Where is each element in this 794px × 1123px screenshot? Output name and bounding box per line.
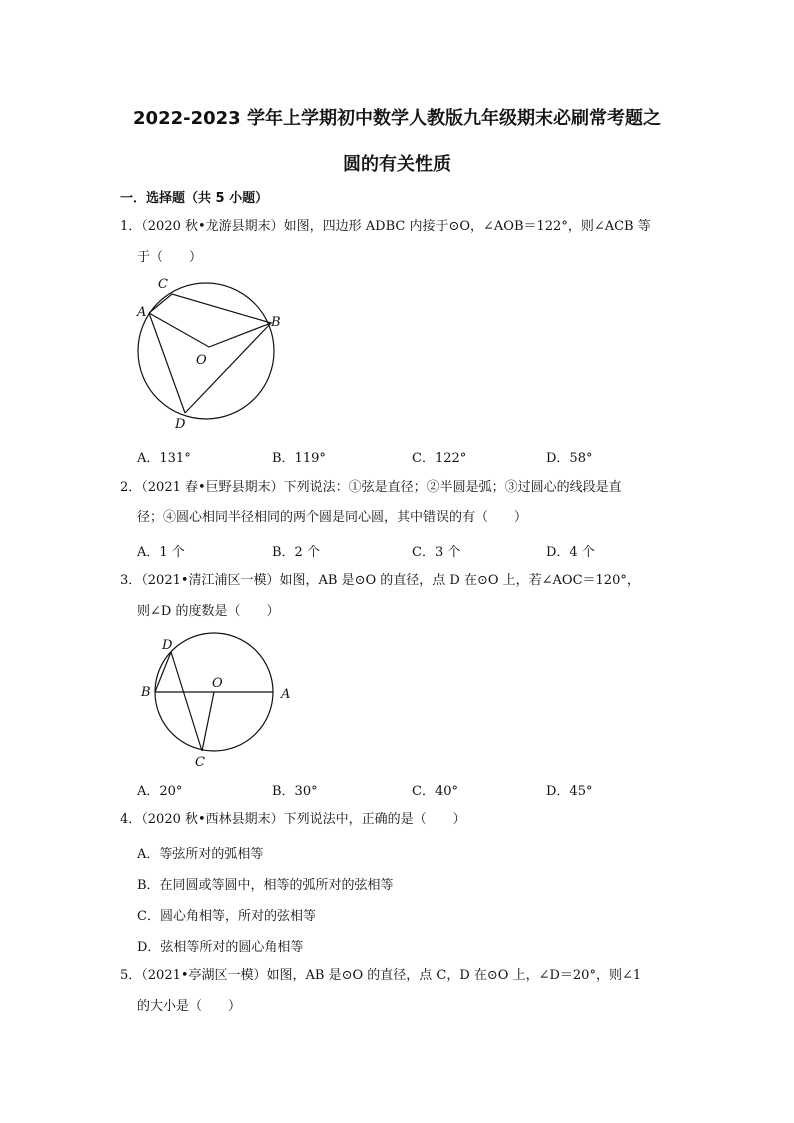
q4-option-b[interactable]: B．在同圆或等圆中，相等的弧所对的弦相等 xyxy=(137,878,394,893)
q1-option-a[interactable]: A．131° xyxy=(137,451,191,466)
point-label-c: C xyxy=(195,755,205,770)
page-title-line-2: 圆的有关性质 xyxy=(343,154,451,175)
point-label-o: O xyxy=(212,676,223,691)
page-title-line-1: 2022-2023 学年上学期初中数学人教版九年级期末必刷常考题之 xyxy=(133,108,661,129)
point-label-o: O xyxy=(196,353,207,368)
question-3-line-2: 则∠D 的度数是（ ） xyxy=(137,604,280,619)
q4-option-a[interactable]: A．等弦所对的弧相等 xyxy=(137,847,264,862)
q2-option-d[interactable]: D．4 个 xyxy=(546,545,595,560)
q3-option-b[interactable]: B．30° xyxy=(272,784,318,799)
q1-option-d[interactable]: D．58° xyxy=(546,451,593,466)
point-label-c: C xyxy=(158,277,168,292)
chord-ad xyxy=(149,313,185,413)
question-2-line-2: 径；④圆心相同半径相同的两个圆是同心圆，其中错误的有（ ） xyxy=(137,510,528,525)
question-5-line-1: 5．（2021•亭湖区一模）如图，AB 是⊙O 的直径，点 C，D 在⊙O 上，∠D＝20°，则∠1 xyxy=(120,968,642,983)
q4-option-d[interactable]: D．弦相等所对的圆心角相等 xyxy=(137,940,304,955)
question-1-line-1: 1．（2020 秋•龙游县期末）如图，四边形 ADBC 内接于⊙O，∠AOB＝122°，则∠ACB 等 xyxy=(120,219,651,234)
q1-option-b[interactable]: B．119° xyxy=(272,451,326,466)
q2-option-a[interactable]: A．1 个 xyxy=(137,545,185,560)
point-label-d: D xyxy=(162,638,173,653)
question-2-line-1: 2．（2021 春•巨野县期末）下列说法：①弦是直径；②半圆是弧；③过圆心的线段是直 xyxy=(120,480,622,495)
q3-option-a[interactable]: A．20° xyxy=(137,784,183,799)
chord-db xyxy=(185,323,271,413)
q3-option-c[interactable]: C．40° xyxy=(412,784,458,799)
question-3-line-1: 3．（2021•清江浦区一模）如图，AB 是⊙O 的直径，点 D 在⊙O 上，若∠AOC＝120°， xyxy=(120,573,640,588)
section-header: 一．选择题（共 5 小题） xyxy=(120,191,269,206)
q4-option-c[interactable]: C．圆心角相等，所对的弦相等 xyxy=(137,909,316,924)
q2-option-b[interactable]: B．2 个 xyxy=(272,545,320,560)
question-3-figure xyxy=(135,627,300,772)
q2-option-c[interactable]: C．3 个 xyxy=(412,545,461,560)
point-label-b: B xyxy=(271,315,281,330)
chord-db xyxy=(155,652,171,692)
point-label-a: A xyxy=(137,305,147,320)
question-1-figure xyxy=(125,272,290,437)
question-4-line-1: 4．（2020 秋•西林县期末）下列说法中，正确的是（ ） xyxy=(120,812,466,827)
question-5-line-2: 的大小是（ ） xyxy=(137,999,242,1014)
q3-option-d[interactable]: D．45° xyxy=(546,784,593,799)
point-label-b: B xyxy=(141,685,151,700)
question-1-line-2: 于（ ） xyxy=(137,250,203,265)
q1-option-c[interactable]: C．122° xyxy=(412,451,467,466)
radius-oc xyxy=(202,692,214,751)
point-label-d: D xyxy=(175,417,186,432)
point-label-a: A xyxy=(281,687,291,702)
